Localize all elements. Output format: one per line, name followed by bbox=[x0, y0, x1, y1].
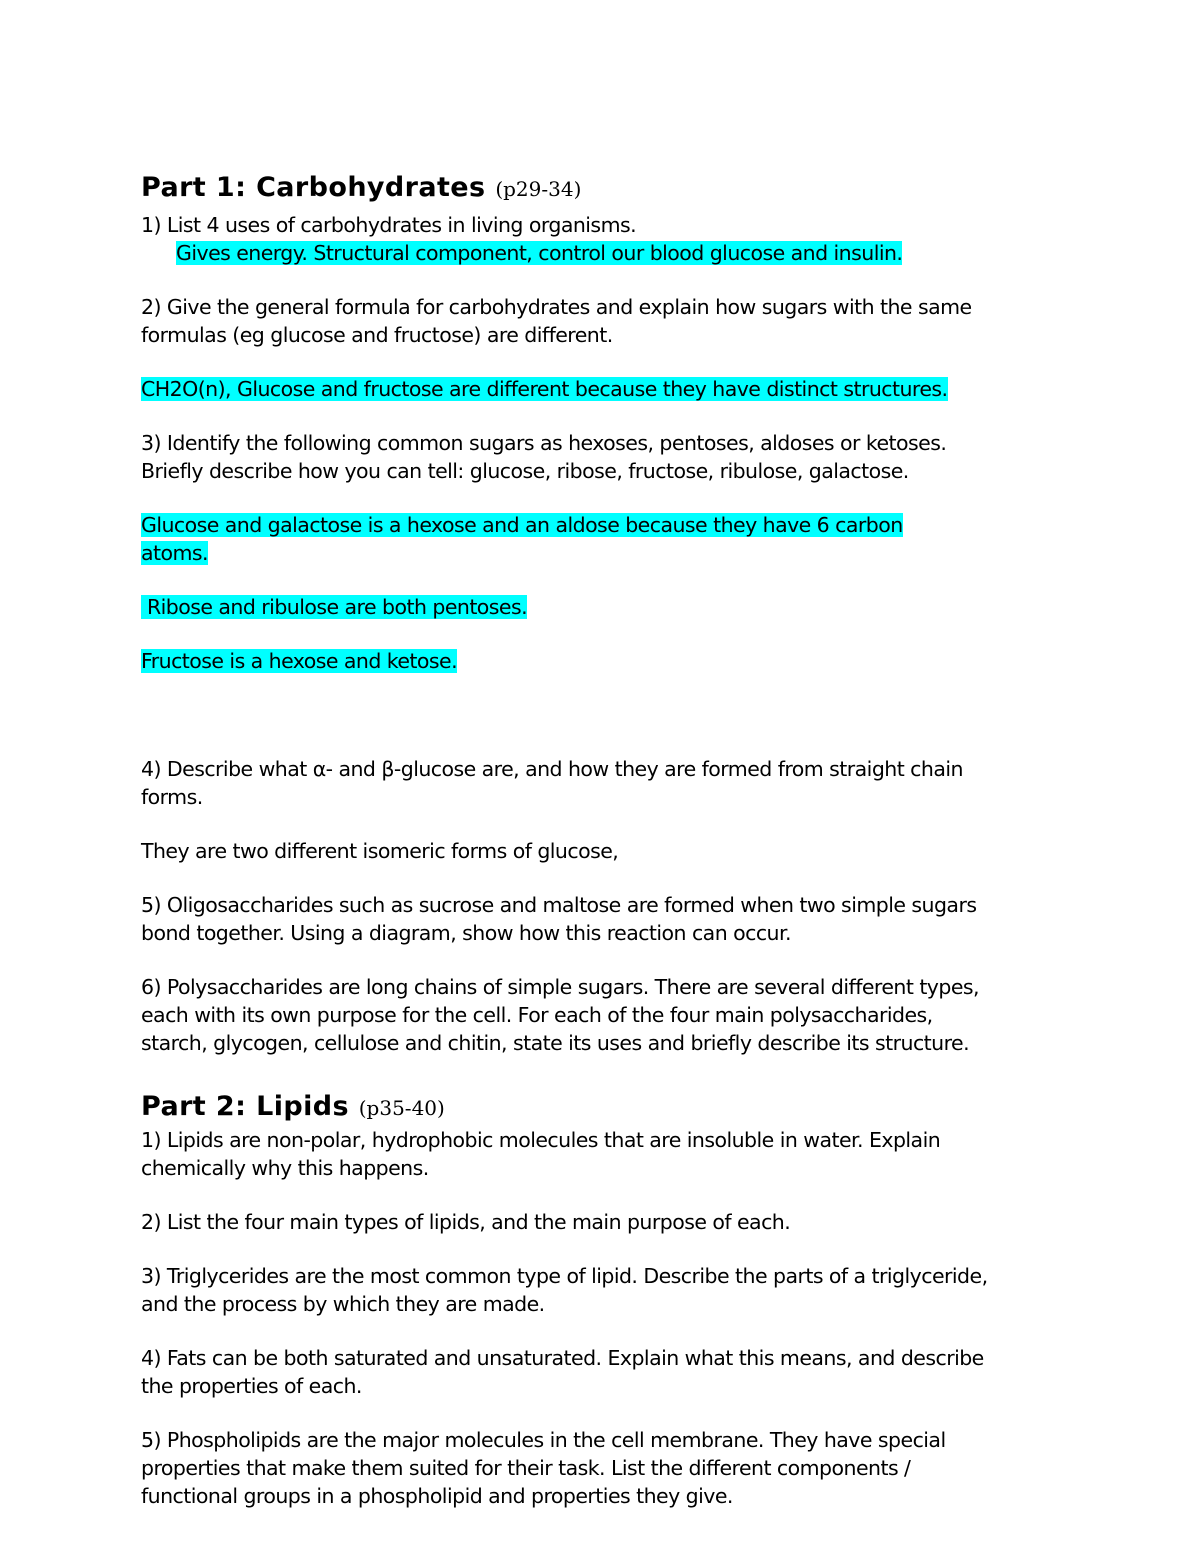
p2-question-3-line-1: 3) Triglycerides are the most common type of lipid. Describe the parts of a triglyceride, bbox=[141, 1264, 988, 1288]
p1-question-5-line-1: 5) Oligosaccharides such as sucrose and maltose are formed when two simple sugars bbox=[141, 893, 977, 917]
part1-title: Part 1: Carbohydrates bbox=[141, 172, 486, 203]
p2-question-5-line-2: properties that make them suited for their task. List the different components / bbox=[141, 1456, 911, 1480]
p2-question-5 bbox=[141, 1426, 1081, 1510]
p1-answer-3a bbox=[141, 511, 1081, 567]
p1-question-3 bbox=[141, 429, 1081, 485]
p1-question-6-line-3: starch, glycogen, cellulose and chitin, state its uses and briefly describe its structure. bbox=[141, 1031, 970, 1055]
p2-question-5-line-1: 5) Phospholipids are the major molecules in the cell membrane. They have special bbox=[141, 1428, 946, 1452]
p2-question-4-line-2: the properties of each. bbox=[141, 1374, 362, 1398]
p1-answer-2-block bbox=[141, 375, 1081, 403]
p1-question-6 bbox=[141, 973, 1081, 1057]
p1-question-5-line-2: bond together. Using a diagram, show how this reaction can occur. bbox=[141, 921, 791, 945]
p1-question-6-line-2: each with its own purpose for the cell. For each of the four main polysaccharides, bbox=[141, 1003, 933, 1027]
part1-heading bbox=[141, 170, 1081, 207]
p2-question-4-line-1: 4) Fats can be both saturated and unsaturated. Explain what this means, and describe bbox=[141, 1346, 984, 1370]
p1-question-2 bbox=[141, 293, 1081, 349]
p1-answer-3a-line-1: Glucose and galactose is a hexose and an aldose because they have 6 carbon bbox=[141, 513, 903, 537]
part2-heading bbox=[141, 1089, 1081, 1126]
p1-question-1: 1) List 4 uses of carbohydrates in living organisms. bbox=[141, 213, 637, 237]
p1-question-4-line-2: forms. bbox=[141, 785, 203, 809]
part1-pages: (p29-34) bbox=[495, 177, 582, 201]
p1-question-4-line-1: 4) Describe what α- and β-glucose are, and how they are formed from straight chain bbox=[141, 757, 963, 781]
p1-answer-3b-block bbox=[141, 593, 1081, 621]
p2-question-5-line-3: functional groups in a phospholipid and properties they give. bbox=[141, 1484, 733, 1508]
p1-answer-3c: Fructose is a hexose and ketose. bbox=[141, 649, 458, 673]
p1-question-2-line-2: formulas (eg glucose and fructose) are different. bbox=[141, 323, 613, 347]
p1-question-5 bbox=[141, 891, 1081, 947]
p1-answer-3c-block bbox=[141, 647, 1081, 675]
p1-answer-4: They are two different isomeric forms of glucose, bbox=[141, 839, 619, 863]
part2-title: Part 2: Lipids bbox=[141, 1091, 349, 1122]
p2-question-1-line-1: 1) Lipids are non-polar, hydrophobic molecules that are insoluble in water. Explain bbox=[141, 1128, 941, 1152]
p1-answer-3b: Ribose and ribulose are both pentoses. bbox=[141, 595, 528, 619]
part2-pages: (p35-40) bbox=[358, 1096, 445, 1120]
p1-answer-3a-line-2: atoms. bbox=[141, 541, 209, 565]
p2-question-1 bbox=[141, 1126, 1081, 1182]
p1-question-6-line-1: 6) Polysaccharides are long chains of simple sugars. There are several different types, bbox=[141, 975, 980, 999]
p1-question-3-line-1: 3) Identify the following common sugars as hexoses, pentoses, aldoses or ketoses. bbox=[141, 431, 947, 455]
p1-question-2-line-1: 2) Give the general formula for carbohydrates and explain how sugars with the same bbox=[141, 295, 972, 319]
p2-question-3 bbox=[141, 1262, 1081, 1318]
p1-answer-2: CH2O(n), Glucose and fructose are different because they have distinct structures. bbox=[141, 377, 948, 401]
p2-question-3-line-2: and the process by which they are made. bbox=[141, 1292, 545, 1316]
p1-question-3-line-2: Briefly describe how you can tell: glucose, ribose, fructose, ribulose, galactose. bbox=[141, 459, 909, 483]
p1-answer-1-block bbox=[141, 239, 1081, 267]
document-content bbox=[141, 170, 1081, 1510]
p1-question-4 bbox=[141, 755, 1081, 811]
p2-question-1-line-2: chemically why this happens. bbox=[141, 1156, 429, 1180]
p2-question-4 bbox=[141, 1344, 1081, 1400]
p1-answer-1: Gives energy. Structural component, control our blood glucose and insulin. bbox=[176, 241, 903, 265]
p2-question-2: 2) List the four main types of lipids, and the main purpose of each. bbox=[141, 1210, 791, 1234]
